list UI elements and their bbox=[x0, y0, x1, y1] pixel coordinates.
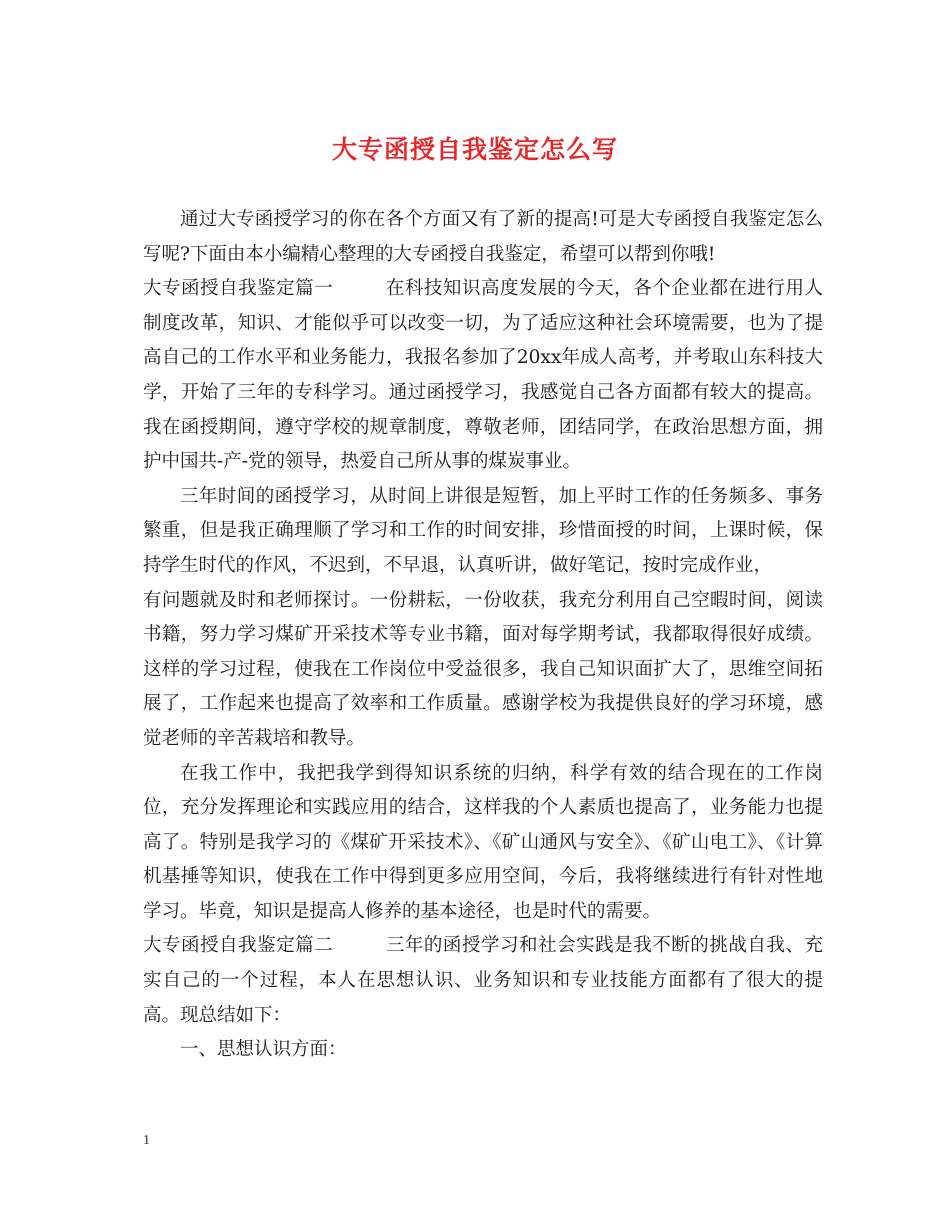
document-body bbox=[143, 203, 823, 1068]
section1-paragraph-1 bbox=[143, 272, 823, 480]
page-title: 大专函授自我鉴定怎么写 bbox=[331, 135, 618, 164]
section1-paragraph-3: 在我工作中，我把我学到得知识系统的归纳，科学有效的结合现在的工作岗位，充分发挥理论和实践应用的结合，这样我的个人素质也提高了，业务能力也提高了。特别是我学习的《煤矿开采技术》、《矿山通风与安全》、《矿山电工》、《计算机基捶等知识，使我在工作中得到更多应用空间，今后，我将继续进行有针对性地学习。毕竟，知识是提高人修养的基本途径，也是时代的需要。 bbox=[143, 762, 823, 922]
section1-paragraph-2b: 有问题就及时和老师探讨。一份耕耘，一份收获，我充分利用自己空暇时间，阅读书籍，努力学习煤矿开采技术等专业书籍，面对每学期考试，我都取得很好成绩。这样的学习过程，使我在工作岗位中受益很多，我自己知识面扩大了，思维空间拓展了，工作起来也提高了效率和工作质量。感谢学校为我提供良好的学习环境，感觉老师的辛苦栽培和教导。 bbox=[143, 589, 823, 749]
intro-paragraph: 通过大专函授学习的你在各个方面又有了新的提高!可是大专函授自我鉴定怎么写呢?下面由本小编精心整理的大专函授自我鉴定，希望可以帮到你哦! bbox=[143, 209, 823, 265]
section2-paragraph-1 bbox=[143, 929, 823, 1033]
section2-text-1: 三年的函授学习和社会实践是我不断的挑战自我、充实自己的一个过程，本人在思想认识、业务知识和专业技能方面都有了很大的提高。现总结如下： bbox=[143, 935, 823, 1026]
page-number: 1 bbox=[143, 1133, 150, 1148]
section2-heading: 大专函授自我鉴定篇二 bbox=[143, 935, 334, 957]
section1-paragraph-2a: 三年时间的函授学习，从时间上讲很是短暂，加上平时工作的任务频多、事务繁重，但是我正确理顺了学习和工作的时间安排，珍惜面授的时间，上课时候，保持学生时代的作风，不迟到，不早退，认真听讲，做好笔记，按时完成作业， bbox=[143, 485, 823, 576]
section1-text-1: 在科技知识高度发展的今天，各个企业都在进行用人制度改革，知识、才能似乎可以改变一切，为了适应这种社会环境需要，也为了提高自己的工作水平和业务能力，我报名参加了20xx年成人高考，并考取山东科技大学，开始了三年的专科学习。通过函授学习，我感觉自己各方面都有较大的提高。我在函授期间，遵守学校的规章制度，尊敬老师，团结同学，在政治思想方面，拥护中国共-产-党的领导，热爱自己所从事的煤炭事业。 bbox=[143, 278, 823, 473]
section1-heading: 大专函授自我鉴定篇一 bbox=[143, 278, 334, 300]
section2-subheading-1: 一、思想认识方面： bbox=[180, 1039, 347, 1061]
